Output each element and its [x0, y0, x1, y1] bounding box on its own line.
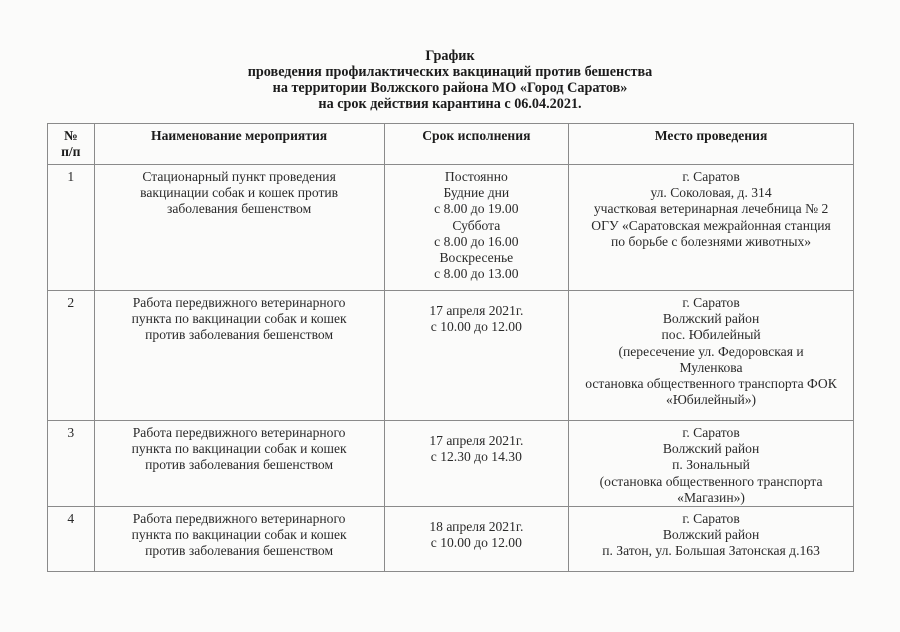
event-name-cell — [94, 291, 384, 421]
cell-line: п. Зональный — [672, 457, 750, 473]
cell-line: Суббота — [452, 217, 501, 233]
title-line: на срок действия карантина с 06.04.2021. — [318, 96, 582, 112]
header-term: Срок исполнения — [384, 124, 569, 165]
cell-line: г. Саратов — [682, 169, 740, 184]
cell-line: Стационарный пункт проведения — [142, 169, 336, 184]
term-cell — [384, 507, 569, 572]
row-number: 2 — [48, 291, 95, 421]
event-name-cell — [94, 507, 384, 572]
cell-line: ул. Соколовая, д. 314 — [650, 185, 772, 201]
row-number: 1 — [48, 165, 95, 291]
cell-line: против заболевания бешенством — [145, 457, 334, 473]
cell-line: (пересечение ул. Федоровская и — [618, 343, 804, 359]
cell-line: с 8.00 до 13.00 — [434, 266, 519, 282]
cell-line: Волжский район — [662, 311, 760, 327]
document-title — [0, 48, 900, 112]
cell-line: «Юбилейный») — [666, 392, 757, 408]
cell-line: с 10.00 до 12.00 — [430, 319, 522, 335]
event-name-cell — [94, 165, 384, 291]
row-number: 3 — [48, 421, 95, 507]
header-number-symbol: № — [63, 128, 78, 143]
cell-line: Работа передвижного ветеринарного — [132, 295, 346, 310]
cell-line: с 10.00 до 12.00 — [430, 535, 522, 551]
cell-line: г. Саратов — [682, 425, 740, 440]
cell-line: с 12.30 до 14.30 — [430, 449, 522, 465]
header-number-abbr: п/п — [61, 144, 81, 160]
cell-line: по борьбе с болезнями животных» — [611, 233, 812, 249]
cell-line: Волжский район — [662, 441, 760, 457]
cell-line: «Магазин») — [677, 489, 745, 505]
table-row — [48, 291, 854, 421]
cell-line: пункта по вакцинации собак и кошек — [131, 311, 347, 327]
event-name-cell — [94, 421, 384, 507]
cell-line: участковая ветеринарная лечебница № 2 — [593, 201, 829, 217]
title-line: График — [425, 48, 475, 64]
cell-line: с 8.00 до 19.00 — [434, 201, 519, 217]
title-line: проведения профилактических вакцинаций против бешенства — [247, 64, 653, 80]
cell-line: против заболевания бешенством — [145, 543, 334, 559]
vaccination-schedule-table — [47, 123, 854, 572]
header-event-name: Наименование мероприятия — [94, 124, 384, 165]
cell-line: ОГУ «Саратовская межрайонная станция — [591, 217, 831, 233]
cell-line: Волжский район — [662, 527, 760, 543]
term-cell — [384, 291, 569, 421]
cell-line: пос. Юбилейный — [661, 327, 761, 343]
table-row — [48, 507, 854, 572]
title-line: на территории Волжского района МО «Город Саратов» — [272, 80, 628, 96]
term-cell — [384, 421, 569, 507]
cell-line: пункта по вакцинации собак и кошек — [131, 527, 347, 543]
header-number — [48, 124, 95, 165]
place-cell — [569, 165, 854, 291]
cell-line: с 8.00 до 16.00 — [434, 233, 519, 249]
table-header-row — [48, 124, 854, 165]
cell-line: пункта по вакцинации собак и кошек — [131, 441, 347, 457]
cell-line: Муленкова — [679, 359, 743, 375]
cell-line: Работа передвижного ветеринарного — [132, 511, 346, 527]
cell-line: г. Саратов — [682, 295, 740, 310]
table-row — [48, 421, 854, 507]
cell-line: против заболевания бешенством — [145, 327, 334, 343]
cell-line: вакцинации собак и кошек против — [140, 185, 339, 201]
cell-line: заболевания бешенством — [166, 201, 312, 217]
place-cell — [569, 291, 854, 421]
place-cell — [569, 421, 854, 507]
cell-line: г. Саратов — [682, 511, 740, 527]
cell-line: Будние дни — [443, 185, 510, 201]
term-cell — [384, 165, 569, 291]
row-number: 4 — [48, 507, 95, 572]
cell-line: п. Затон, ул. Большая Затонская д.163 — [602, 543, 820, 559]
cell-line: Постоянно — [444, 169, 508, 184]
cell-line: 17 апреля 2021г. — [429, 433, 524, 448]
cell-line: 17 апреля 2021г. — [429, 303, 524, 318]
cell-line: остановка общественного транспорта ФОК — [585, 376, 837, 392]
place-cell — [569, 507, 854, 572]
table-row — [48, 165, 854, 291]
cell-line: Воскресенье — [439, 250, 514, 266]
cell-line: (остановка общественного транспорта — [599, 473, 823, 489]
cell-line: Работа передвижного ветеринарного — [132, 425, 346, 440]
cell-line: 18 апреля 2021г. — [429, 519, 524, 535]
header-place: Место проведения — [569, 124, 854, 165]
